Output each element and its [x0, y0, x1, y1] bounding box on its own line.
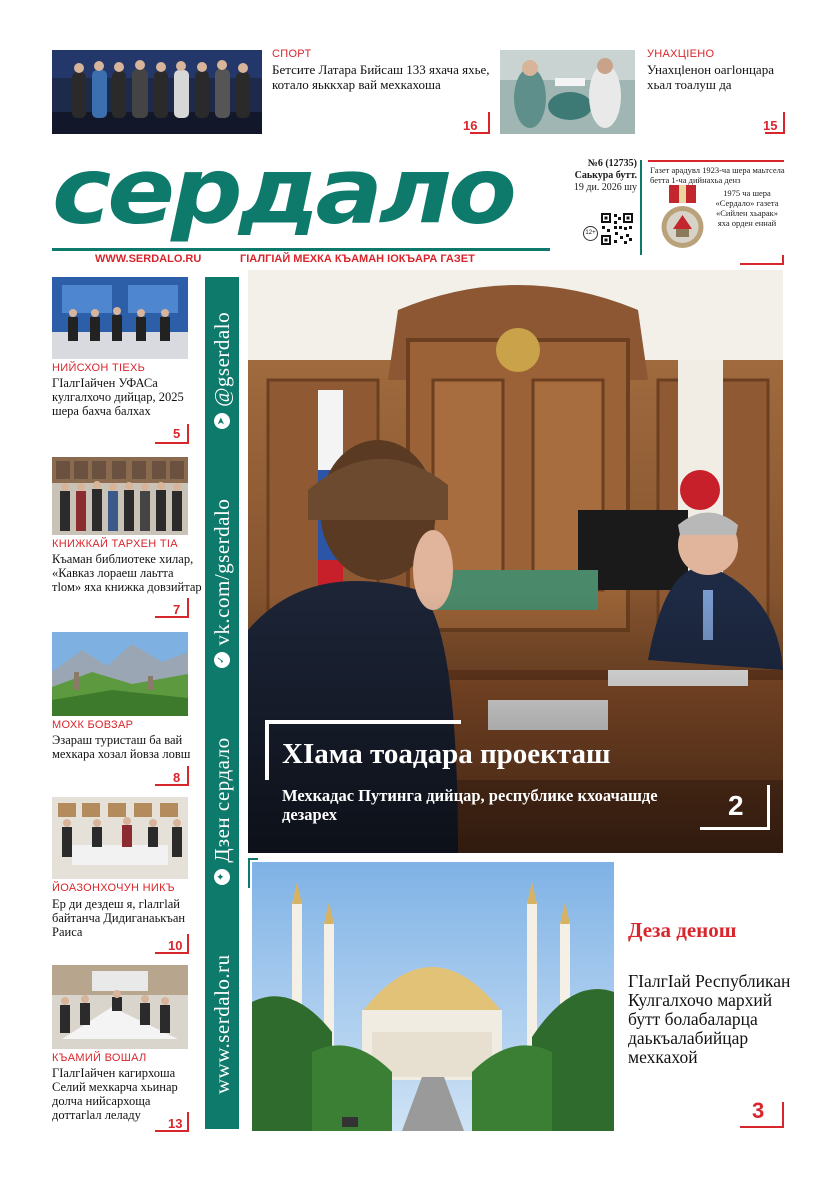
sidebar-headline-3[interactable]: Эзараш туристаш ба вай мехкара хозал йовза ловш: [52, 733, 191, 761]
sidebar-photo-4[interactable]: [52, 797, 188, 879]
vk-icon: ✓: [214, 652, 230, 668]
masthead-divider: [640, 160, 642, 255]
mosque-photo[interactable]: [252, 862, 614, 1131]
sidebar-category-5: КЪАМИЙ ВОШАЛ: [52, 1052, 147, 1064]
sidebar-page-3[interactable]: 8: [173, 770, 181, 785]
order-medal-icon: [655, 185, 710, 250]
logo-rule: [52, 248, 550, 251]
site-url[interactable]: WWW.SERDALO.RU: [95, 253, 202, 265]
newspaper-logo[interactable]: сердало: [52, 136, 513, 245]
sidebar-photo-2[interactable]: [52, 457, 188, 535]
top-right-headline[interactable]: Унахцlенон оагlонцара хьал тоалуш да: [647, 62, 774, 92]
sidebar-page-2[interactable]: 7: [173, 602, 181, 617]
sidebar-headline-2[interactable]: Къаман библиотеке хилар, «Кавказ лораеш лаьтта тlом» яха книжка довзийтар: [52, 552, 202, 594]
issue-date: 19 ди. 2026 шу: [573, 182, 637, 193]
sport-photo[interactable]: [52, 50, 262, 134]
dzen-link[interactable]: [210, 737, 235, 884]
award-note: 1975 ча шера «Сердало» газета «Сийлен хьарак» яха орден еннай: [715, 188, 779, 228]
main-story-title[interactable]: ХIама тоадара проекташ: [282, 738, 611, 770]
sidebar-page-5[interactable]: 13: [168, 1116, 183, 1131]
top-left-page[interactable]: 16: [463, 118, 478, 133]
social-links-column: [205, 277, 239, 1129]
sidebar-headline-4[interactable]: Ер ди дездеш я, гlалгlай байтанча Дидиганаькъан Раиса: [52, 897, 186, 939]
second-story-bracket: [740, 1102, 784, 1128]
telegram-link-label: @gserdalo: [209, 311, 234, 407]
medicine-photo[interactable]: [500, 50, 635, 134]
sidebar-category-4: ЙОАЗОНХОЧУН НИКЪ: [52, 882, 175, 894]
top-left-category: СПОРТ: [272, 48, 312, 60]
top-right-bracket: [765, 112, 785, 134]
sidebar-bracket-4: [155, 934, 189, 954]
second-story-page[interactable]: 3: [752, 1098, 765, 1123]
dzen-link-label: Дзен сердало: [209, 737, 234, 863]
issue-info: [567, 158, 637, 194]
qr-code-icon[interactable]: [600, 212, 634, 246]
vk-link-label: vk.com/gserdalo: [209, 498, 234, 646]
top-right-page[interactable]: 15: [763, 118, 778, 133]
issue-day: Саькура бутт.: [574, 170, 637, 181]
main-story-subtitle[interactable]: Мехкадас Путинга дийцар, республике кхоачашде дезарех: [282, 786, 658, 824]
site-link[interactable]: [210, 954, 235, 1094]
sidebar-category-1: НИЙСХОН ТIЕХЬ: [52, 362, 146, 374]
sidebar-page-1[interactable]: 5: [173, 426, 181, 441]
age-rating-badge: 12+: [583, 226, 598, 241]
second-story-text[interactable]: ГIалгIай Республикан Кулгалхочо мархий бутт болабаларца даькъалабийцар мехкахой: [628, 971, 791, 1067]
sidebar-category-3: МОХК БОВЗАР: [52, 719, 134, 731]
top-left-headline[interactable]: Бетсите Латара Бийсаш 133 яхача яхье, котало яьккхар вай мехкахоша: [272, 62, 490, 92]
social-links: [205, 277, 239, 1129]
sidebar-page-4[interactable]: 10: [168, 938, 183, 953]
sidebar-category-2: КНИЖКАЙ ТАРХЕН ТIА: [52, 538, 178, 550]
sidebar-headline-5[interactable]: ГIалгIайчен кагирхоша Селий мехкарча хьинар долча нийсархоща доттагlал леладу: [52, 1066, 178, 1122]
sidebar-bracket-1: [155, 424, 189, 444]
founded-note: Газет арадувл 1923-ча шера маьтсела бетта 1-ча дийнахьа денз: [650, 165, 785, 185]
sidebar-bracket-3: [155, 766, 189, 786]
masthead-red-rule: [648, 160, 784, 162]
sidebar-photo-1[interactable]: [52, 277, 188, 359]
top-left-bracket: [470, 112, 490, 134]
telegram-link[interactable]: [210, 312, 235, 429]
second-story-title[interactable]: Деза денош: [628, 918, 737, 942]
telegram-icon: ➤: [214, 413, 230, 429]
sidebar-bracket-5: [155, 1112, 189, 1132]
vk-link[interactable]: [210, 499, 235, 668]
sidebar-bracket-2: [155, 598, 189, 618]
slogan: ГIАЛГIАЙ МЕХКА КЪАМАН IОКЪАРА ГАЗЕТ: [240, 253, 475, 265]
sidebar-photo-3[interactable]: [52, 632, 188, 716]
issue-number: №6 (12735): [587, 158, 637, 169]
top-right-category: УНАХЦIЕНО: [647, 48, 715, 60]
sidebar-headline-1[interactable]: ГIалгIайчен УФАСа кулгалхочо дийцар, 2025 шера бахча балхах: [52, 376, 184, 418]
masthead-corner: [740, 255, 784, 265]
sidebar-photo-5[interactable]: [52, 965, 188, 1049]
main-story-page[interactable]: 2: [728, 790, 744, 821]
site-link-label: www.serdalo.ru: [209, 954, 234, 1095]
dzen-icon: ✦: [214, 869, 230, 885]
